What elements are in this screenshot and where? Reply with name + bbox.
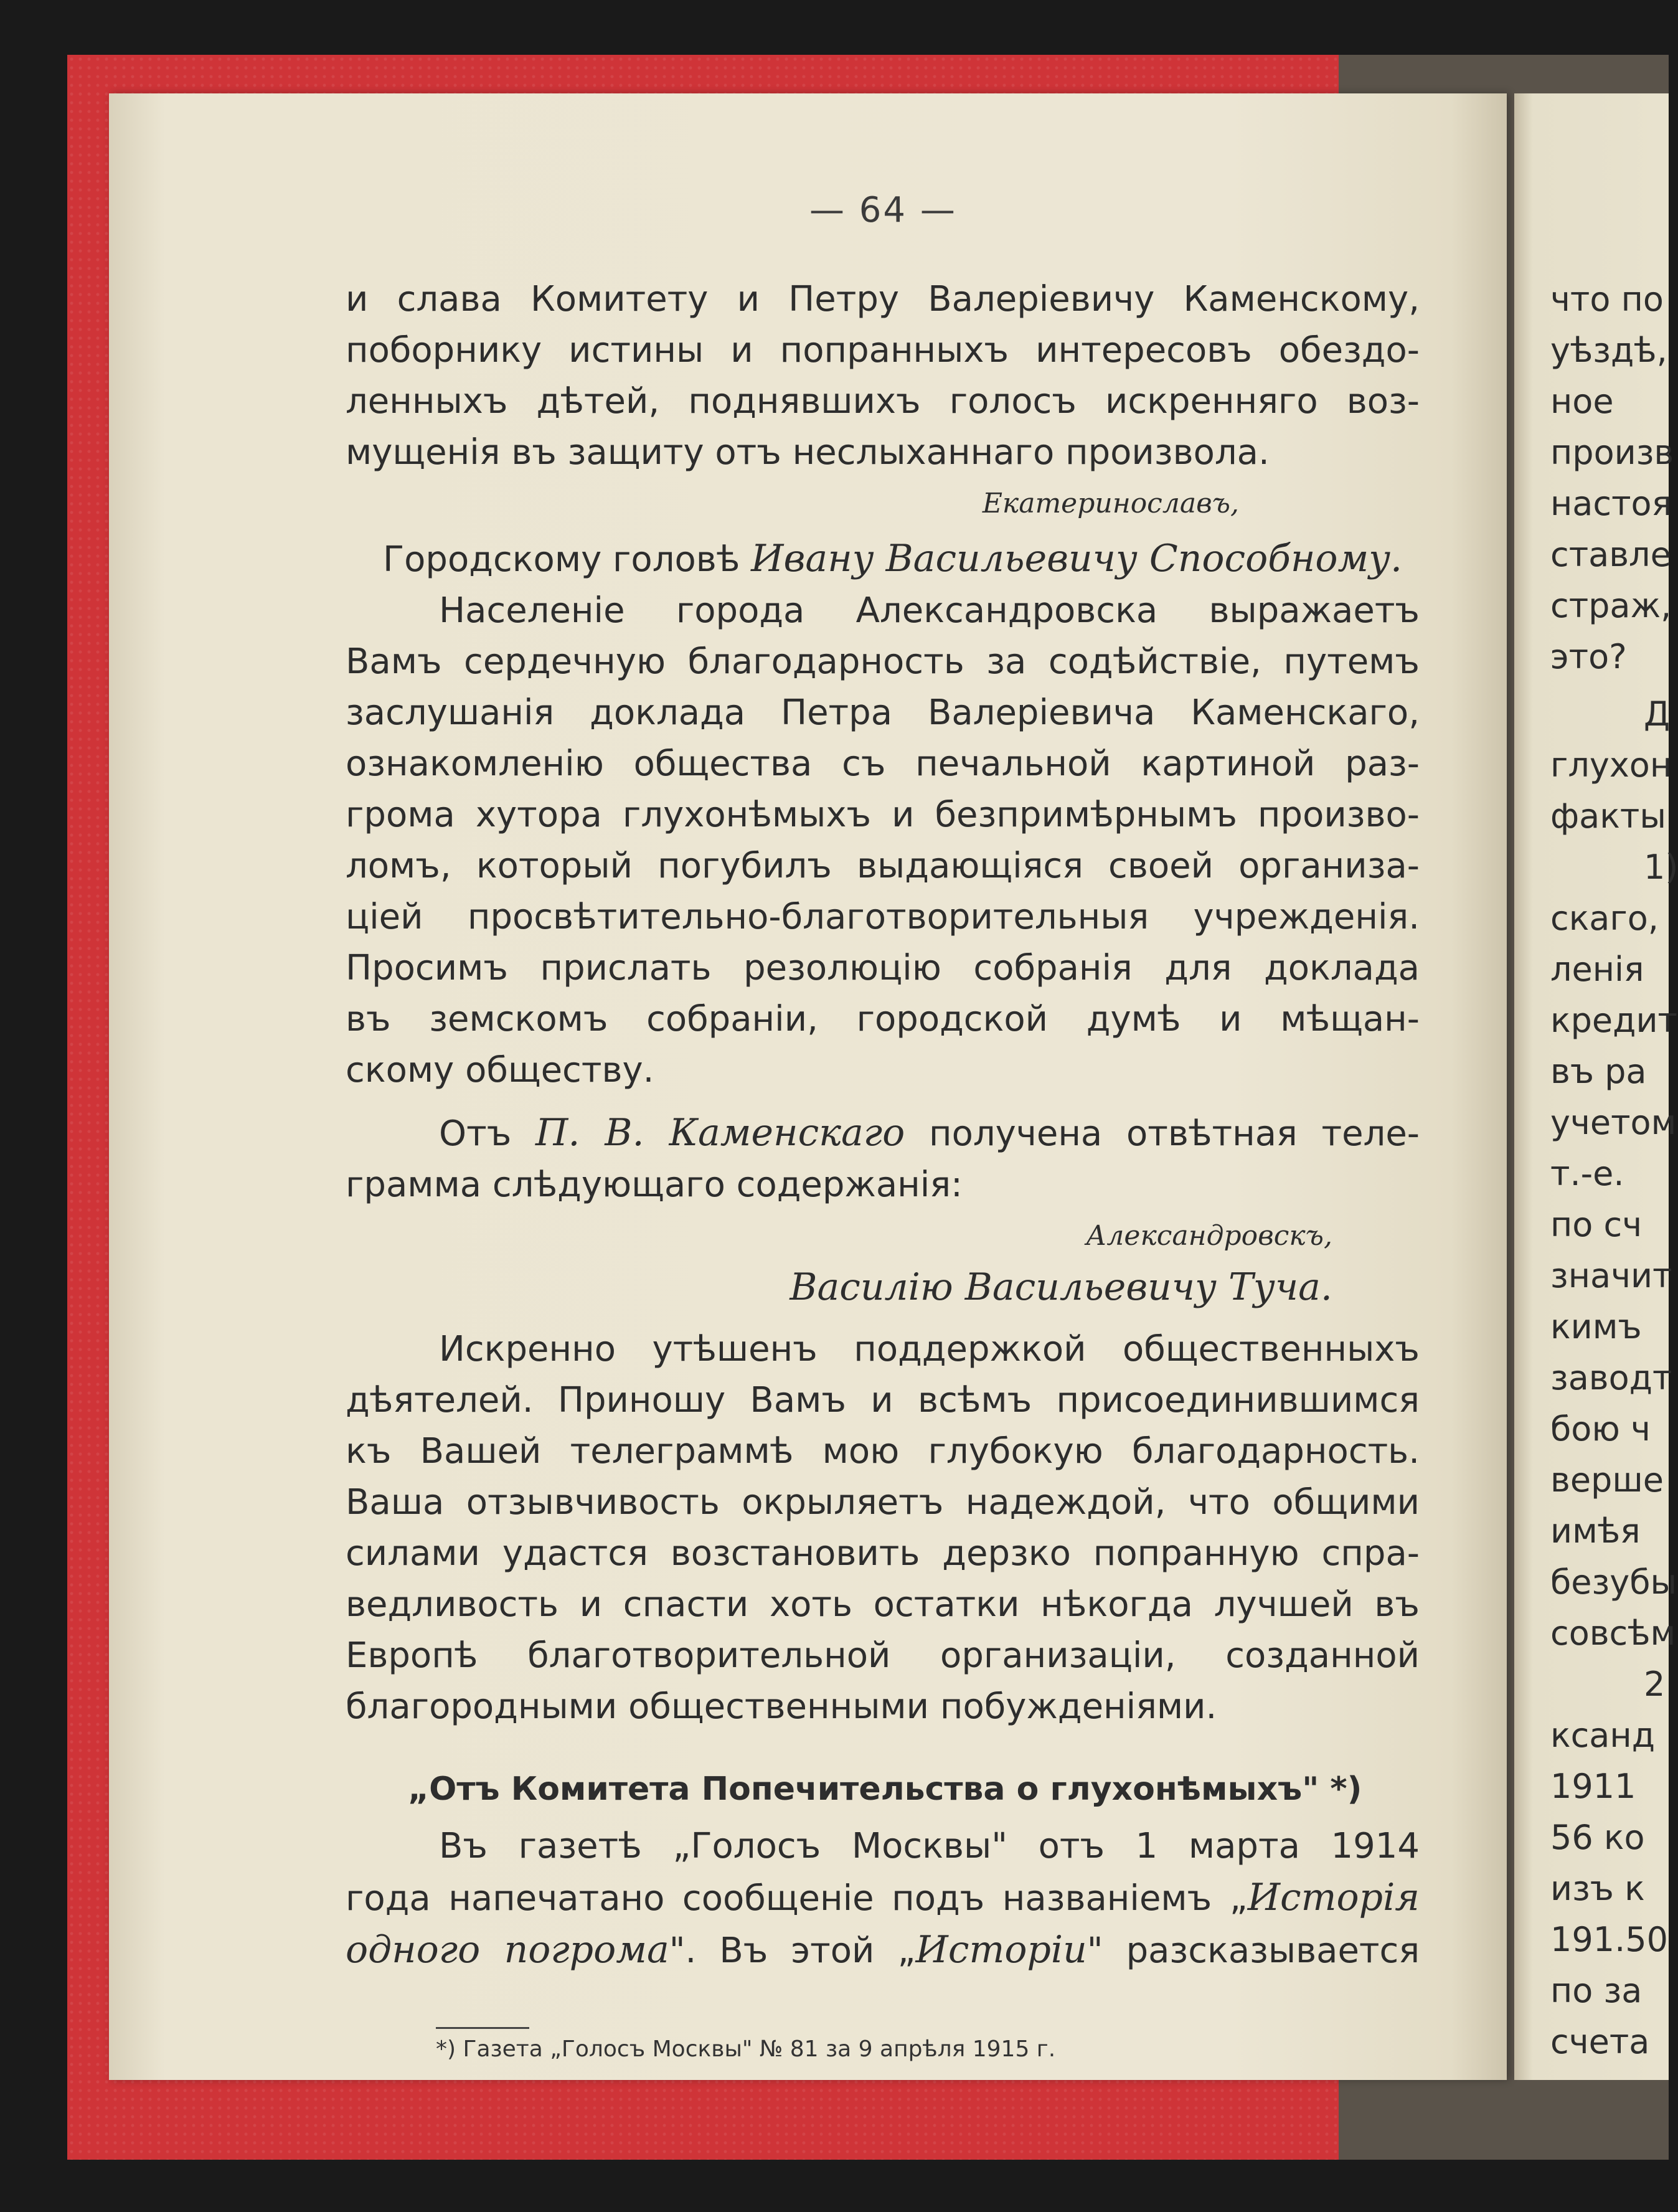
text-line: Населеніе города Александровска выражаетъ <box>439 590 1420 631</box>
text-line: Европѣ благотворительной организаціи, созданной <box>346 1635 1420 1676</box>
addressee-name: Василію Васильевичу Туча. <box>790 1265 1332 1309</box>
facing-line: по сч <box>1550 1205 1643 1244</box>
facing-line: скаго, <box>1550 899 1659 938</box>
facing-line: кредит <box>1550 1001 1678 1040</box>
text-line: грома хутора глухонѣмыхъ и безпримѣрнымъ произво- <box>346 795 1420 835</box>
facing-line: 2 <box>1644 1665 1666 1704</box>
reply-intro-suffix: получена отвѣтная теле- <box>905 1113 1420 1154</box>
text-line <box>346 1924 1420 1977</box>
facing-line: произв <box>1550 433 1674 472</box>
text-line: ломъ, который погубилъ выдающіяся своей организа- <box>346 846 1420 886</box>
place-name: Екатеринославъ, <box>982 488 1239 519</box>
text-line: Въ газетѣ „Голосъ Москвы" отъ 1 марта 1914 <box>439 1826 1420 1866</box>
facing-line: уѣздѣ, <box>1550 331 1667 370</box>
text-line: мущенія въ защиту отъ неслыханнаго произвола. <box>346 432 1270 473</box>
facing-line: ное <box>1550 382 1614 421</box>
facing-line: глухон <box>1550 745 1672 785</box>
reply-intro-name: П. В. Каменскаго <box>535 1111 905 1155</box>
facing-line: 56 ко <box>1550 1818 1645 1857</box>
text-line <box>346 1872 1420 1924</box>
text-line: въ земскомъ собраніи, городской думѣ и мѣщан- <box>346 999 1420 1039</box>
facing-line: факты <box>1550 796 1666 836</box>
text-line: грамма слѣдующаго содержанія: <box>346 1165 963 1205</box>
facing-line: по за <box>1550 1971 1643 2010</box>
facing-line: значит <box>1550 1256 1672 1295</box>
facing-line: въ ра <box>1550 1052 1647 1091</box>
facing-line: настоя <box>1550 484 1672 523</box>
facing-line: имѣя <box>1550 1511 1641 1551</box>
text-line: скому обществу. <box>346 1050 654 1090</box>
facing-line: безубы <box>1550 1562 1677 1602</box>
text-segment: " разсказывается <box>1086 1931 1420 1971</box>
facing-line: 1911 <box>1550 1767 1636 1806</box>
text-line: поборнику истины и попранныхъ интересовъ обездо- <box>346 330 1420 371</box>
facing-line: Д <box>1644 694 1671 734</box>
text-line: ведливость и спасти хоть остатки нѣкогда лучшей въ <box>346 1584 1420 1625</box>
facing-line: изъ к <box>1550 1869 1645 1908</box>
text-line: ленныхъ дѣтей, поднявшихъ голосъ искренняго воз- <box>346 381 1420 422</box>
italic-title: одного погрома <box>346 1928 669 1972</box>
italic-title: Исторіи <box>915 1928 1087 1972</box>
reply-intro-prefix: Отъ <box>439 1113 536 1154</box>
facing-line: ленія <box>1550 950 1644 989</box>
facing-line: заводт <box>1550 1358 1672 1397</box>
facing-line: это? <box>1550 637 1627 676</box>
footnote: *) Газета „Голосъ Москвы" № 81 за 9 апрѣля 1915 г. <box>436 2036 1056 2062</box>
facing-line: счета <box>1550 2022 1650 2061</box>
text-line: къ Вашей телеграммѣ мою глубокую благодарность. <box>346 1431 1420 1472</box>
text-line: силами удастся возстановить дерзко попранную спра- <box>346 1533 1420 1574</box>
text-line: дѣятелей. Приношу Вамъ и всѣмъ присоединившимся <box>346 1380 1420 1420</box>
text-segment: года напечатано сообщеніе подъ названіемъ „ <box>346 1878 1248 1919</box>
text-line: Искренно утѣшенъ поддержкой общественныхъ <box>439 1329 1420 1369</box>
facing-line: т.-е. <box>1550 1154 1624 1193</box>
facing-line: ставле <box>1550 535 1671 574</box>
facing-line: кимъ <box>1550 1307 1642 1346</box>
facing-line: 1) <box>1644 848 1678 887</box>
facing-line: что по <box>1550 280 1664 319</box>
text-line: Просимъ прислать резолюцію собранія для доклада <box>346 948 1420 988</box>
main-text <box>346 274 1420 1977</box>
text-line: Ваша отзывчивость окрыляетъ надеждой, что общими <box>346 1482 1420 1523</box>
addressee-name: Ивану Васильевичу Способному. <box>751 537 1403 580</box>
section-heading: „Отъ Комитета Попечительства о глухонѣмыхъ" *) <box>408 1770 1362 1808</box>
text-line: и слава Комитету и Петру Валеріевичу Каменскому, <box>346 279 1420 319</box>
addressee-line <box>346 533 1420 585</box>
facing-line: ксанд <box>1550 1716 1656 1755</box>
facing-line: совсѣм <box>1550 1614 1676 1653</box>
facing-line: бою ч <box>1550 1409 1651 1449</box>
facing-line: 191.50 <box>1550 1920 1668 1959</box>
facing-line: учетом <box>1550 1103 1677 1142</box>
footnote-rule <box>436 2027 529 2029</box>
text-line: ознакомленію общества съ печальной картиной раз- <box>346 744 1420 784</box>
reply-intro <box>346 1107 1420 1160</box>
facing-page-text <box>1550 274 1678 2068</box>
place-name: Александровскъ, <box>1086 1220 1332 1252</box>
text-line: ціей просвѣтительно-благотворительныя учрежденія. <box>346 897 1420 937</box>
facing-line: страж, <box>1550 586 1672 625</box>
page-number: — 64 — <box>809 190 957 230</box>
addressee-prefix: Городскому головѣ <box>383 539 752 580</box>
italic-title: Исторія <box>1247 1876 1420 1919</box>
text-line: Вамъ сердечную благодарность за содѣйствіе, путемъ <box>346 641 1420 682</box>
text-line: благородными общественными побужденіями. <box>346 1686 1217 1727</box>
text-line: заслушанія доклада Петра Валеріевича Каменскаго, <box>346 692 1420 733</box>
text-segment: ". Въ этой „ <box>669 1931 916 1971</box>
facing-line: верше <box>1550 1460 1664 1500</box>
